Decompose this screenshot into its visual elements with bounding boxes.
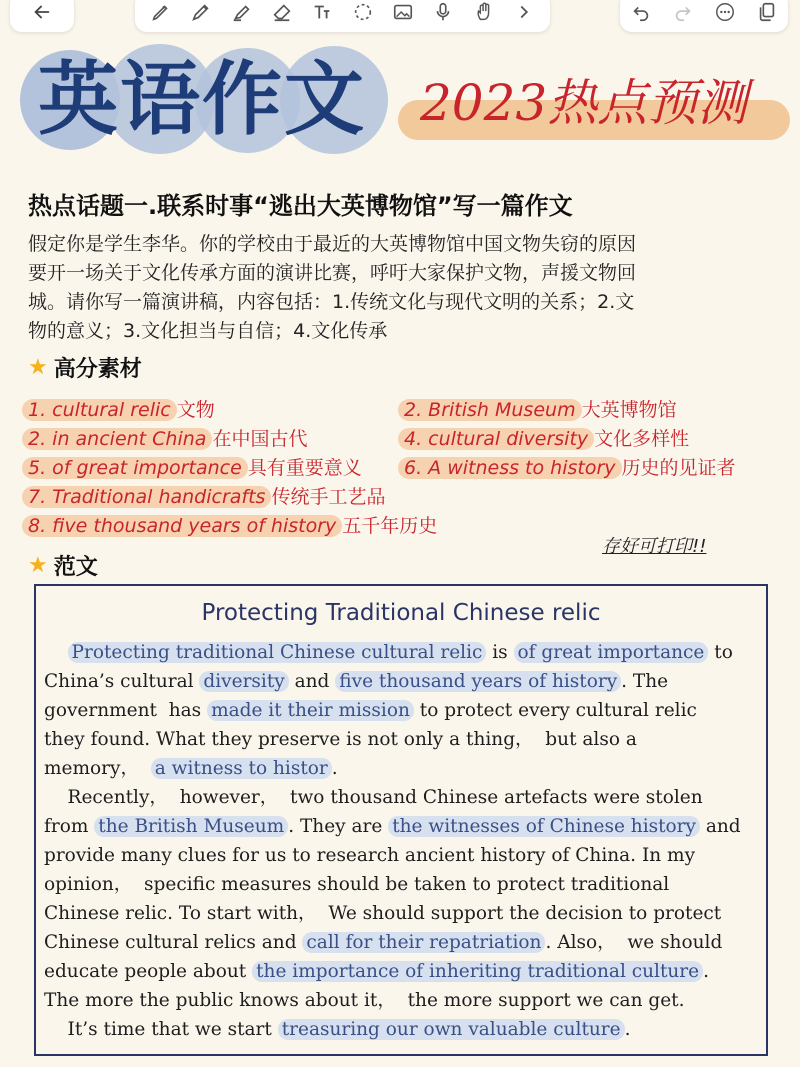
image-icon[interactable] xyxy=(390,0,416,25)
essay-line xyxy=(44,638,764,667)
material-item: 6. A witness to history 历史的见证者 xyxy=(398,455,736,481)
essay-text: Recently， however， two thousand Chinese artefacts were stolen xyxy=(44,787,703,808)
essay-line xyxy=(44,899,764,928)
highlighted-phrase: the witnesses of Chinese history xyxy=(388,816,700,837)
highlighted-phrase: treasuring our own valuable culture xyxy=(278,1019,625,1040)
essay-title: Protecting Traditional Chinese relic xyxy=(201,600,601,626)
prompt-line: 城。请你写一篇演讲稿，内容包括：1.传统文化与现代文明的关系；2.文 xyxy=(28,291,635,313)
essay-text: government has xyxy=(44,700,208,721)
essay-line xyxy=(44,783,764,812)
materials-heading xyxy=(28,352,142,383)
material-item: 1. cultural relic 文物 xyxy=(22,397,215,423)
essay-text: they found. What they preserve is not only a thing， but also a xyxy=(44,729,637,750)
material-item: 4. cultural diversity 文化多样性 xyxy=(398,426,689,452)
material-item: 8. five thousand years of history 五千年历史 xyxy=(22,513,437,539)
material-item: 5. of great importance 具有重要意义 xyxy=(22,455,362,481)
essay-text: is xyxy=(486,642,514,663)
essay-text: opinion， specific measures should be taken to protect traditional xyxy=(44,874,670,895)
material-item: 7. Traditional handicrafts 传统手工艺品 xyxy=(22,484,385,510)
highlighted-phrase: made it their mission xyxy=(207,700,414,721)
page-subtitle: 2023热点预测 xyxy=(420,74,748,132)
essay-text: to protect every cultural relic xyxy=(413,700,697,721)
more-icon[interactable] xyxy=(712,0,738,25)
pencil-icon[interactable] xyxy=(188,0,214,25)
essay-text: . xyxy=(624,1019,631,1040)
essay-line xyxy=(44,870,764,899)
essay-text: It’s time that we start xyxy=(44,1019,278,1040)
prompt-line: 物的意义；3.文化担当与自信；4.文化传承 xyxy=(28,320,388,342)
essay-text: to xyxy=(708,642,733,663)
essay-line xyxy=(44,1015,764,1044)
essay-text xyxy=(44,642,68,663)
essay-text: . xyxy=(331,758,338,779)
essay-line xyxy=(44,754,764,783)
highlighted-phrase: call for their repatriation xyxy=(302,932,545,953)
eraser-icon[interactable] xyxy=(269,0,295,25)
essay-box xyxy=(34,584,768,1056)
star-icon: ★ xyxy=(28,553,48,578)
essay-text: and xyxy=(699,816,741,837)
essay-text: The more the public knows about it， the more support we can get. xyxy=(44,990,685,1011)
essay-text: Chinese relic. To start with， We should support the decision to protect xyxy=(44,903,722,924)
print-note: 存好可打印!! xyxy=(602,536,707,557)
copy-icon[interactable] xyxy=(754,0,780,25)
essay-heading-text: 范文 xyxy=(53,555,98,580)
essay-text: . They are xyxy=(288,816,389,837)
essay-text: memory， xyxy=(44,758,151,779)
material-item: 2. in ancient China 在中国古代 xyxy=(22,426,307,452)
essay-line xyxy=(44,957,764,986)
essay-text: China’s cultural xyxy=(44,671,200,692)
essay-text: . Also， we should xyxy=(545,932,723,953)
arrow-left-icon[interactable] xyxy=(29,0,55,25)
materials-heading-text: 高分素材 xyxy=(53,357,142,382)
essay-line xyxy=(44,812,764,841)
toolbar-left-group xyxy=(10,0,74,32)
prompt-line: 假定你是学生李华。你的学校由于最近的大英博物馆中国文物失窃的原因 xyxy=(28,233,637,255)
pen-icon[interactable] xyxy=(148,0,174,25)
microphone-icon[interactable] xyxy=(430,0,456,25)
essay-line xyxy=(44,928,764,957)
essay-line xyxy=(44,667,764,696)
highlighter-icon[interactable] xyxy=(229,0,255,25)
essay-line xyxy=(44,725,764,754)
highlighted-phrase: diversity xyxy=(199,671,288,692)
lasso-icon[interactable] xyxy=(350,0,376,25)
essay-text: educate people about xyxy=(44,961,253,982)
essay-heading xyxy=(28,550,98,581)
page-title: 英语作文 xyxy=(38,53,366,146)
redo-icon[interactable] xyxy=(670,0,696,25)
prompt-line: 要开一场关于文化传承方面的演讲比赛，呼吁大家保护文物，声援文物回 xyxy=(28,262,637,284)
essay-line xyxy=(44,696,764,725)
highlighted-phrase: the British Museum xyxy=(94,816,288,837)
highlighted-phrase: a witness to histor xyxy=(151,758,332,779)
topic-prompt xyxy=(28,230,773,346)
toolbar xyxy=(0,0,800,40)
essay-body xyxy=(44,638,764,1044)
highlighted-phrase: the importance of inheriting traditional culture xyxy=(252,961,703,982)
chevron-right-icon[interactable] xyxy=(511,0,537,25)
essay-text: . xyxy=(703,961,709,982)
undo-icon[interactable] xyxy=(628,0,654,25)
essay-text: from xyxy=(44,816,95,837)
material-item: 2. British Museum 大英博物馆 xyxy=(398,397,677,423)
essay-text: provide many clues for us to research ancient history of China. In my xyxy=(44,845,696,866)
essay-text: and xyxy=(288,671,336,692)
highlighted-phrase: Protecting traditional Chinese cultural relic xyxy=(68,642,487,663)
essay-line xyxy=(44,986,764,1015)
essay-line xyxy=(44,841,764,870)
toolbar-tools-group xyxy=(135,0,550,32)
highlighted-phrase: of great importance xyxy=(514,642,709,663)
essay-text: Chinese cultural relics and xyxy=(44,932,303,953)
toolbar-right-group xyxy=(620,0,788,32)
highlighted-phrase: five thousand years of history xyxy=(335,671,621,692)
topic-heading: 热点话题一.联系时事“逃出大英博物馆”写一篇作文 xyxy=(28,192,573,220)
text-tool-icon[interactable] xyxy=(309,0,335,25)
essay-text: . The xyxy=(621,671,669,692)
star-icon: ★ xyxy=(28,355,48,380)
hand-draw-icon[interactable] xyxy=(471,0,497,25)
